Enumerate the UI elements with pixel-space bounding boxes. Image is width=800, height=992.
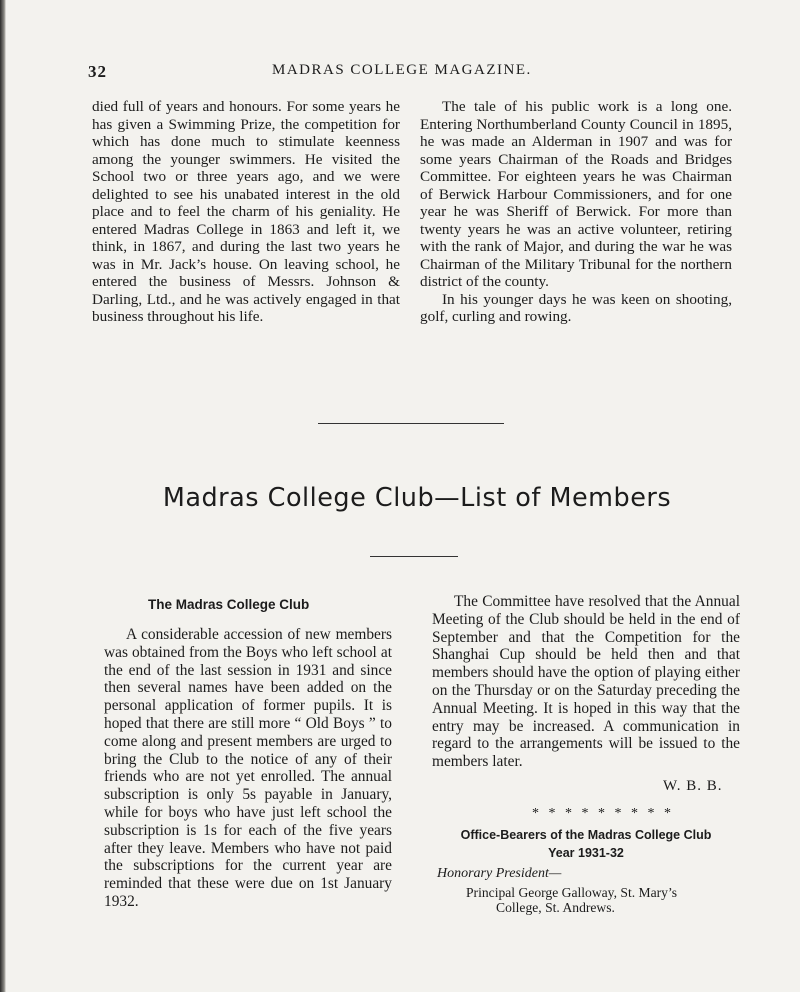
club-subheading: The Madras College Club	[148, 597, 310, 612]
club-meeting-paragraph: The Committee have resolved that the Annual Meeting of the Club should be held in the end of September and that the Competition for the Shanghai Cup should be held then and that members should have the option of playing either on the Thursday or on the Saturday preceding the Annual Meeting. It is hoped in this way that the entry may be increased. A communication in regard to the arrangements will be issued to the members later.	[432, 593, 740, 771]
signature-initials: W. B. B.	[663, 778, 723, 794]
running-head: MADRAS COLLEGE MAGAZINE.	[272, 62, 532, 78]
honorary-president-college: College, St. Andrews.	[496, 900, 615, 915]
club-right-column	[432, 593, 740, 771]
club-left-column	[104, 626, 392, 911]
obituary-hobbies-paragraph: In his younger days he was keen on shooting, golf, curling and rowing.	[420, 290, 732, 325]
section-title: Madras College Club—List of Members	[162, 483, 672, 513]
obituary-right-column	[420, 98, 732, 326]
star-separator: * * * * * * * * *	[532, 806, 674, 821]
office-bearers-heading-line-1: Office-Bearers of the Madras College Club	[460, 828, 712, 842]
club-membership-paragraph: A considerable accession of new members was obtained from the Boys who left school at the end of the last session in 1931 and since then several names have been added on the personal application of former pupils. It is hoped that there are still more “ Old Boys ” to come along and present members are urged to bring the Club to the notice of any of their friends who are not yet enrolled. The annual subscription is only 5s payable in January, while for boys who have just left school the subscription is 1s for each of the five years after they leave. Members who have not paid the subscriptions for the current year are reminded that these were due on 1st January 1932.	[104, 626, 392, 910]
office-bearers-heading-line-2: Year 1931-32	[548, 846, 624, 860]
obituary-left-text: died full of years and honours. For some years he has given a Swimming Prize, the competition for which has done much to stimulate keenness among the younger swimmers. He visited the School two or three years ago, and we were delighted to see his unabated interest in the old place and to feel the charm of his geniality. He entered Madras College in 1863 and left it, we think, in 1867, and during the last two years he was in Mr. Jack’s house. On leaving school, he entered the business of Messrs. Johnson & Darling, Ltd., and he was actively engaged in that business throughout his life.	[92, 98, 400, 325]
section-divider	[318, 423, 504, 424]
office-bearers-heading	[430, 826, 742, 862]
honorary-president-name: Principal George Galloway, St. Mary’s	[466, 885, 678, 900]
honorary-president-label: Honorary President—	[437, 866, 562, 881]
title-underline	[370, 556, 458, 557]
page-number: 32	[88, 62, 107, 81]
obituary-public-work-paragraph: The tale of his public work is a long one. Entering Northumberland County Council in 1895, he was made an Alderman in 1907 and was for some years Chairman of the Roads and Bridges Committee. For eighteen years he was Chairman of Berwick Harbour Commissioners, and for one year he was Sheriff of Berwick. For more than twenty years he was an active volunteer, retiring with the rank of Major, and during the war he was Chairman of the Military Tribunal for the northern district of the county.	[420, 98, 732, 290]
obituary-left-column	[92, 98, 400, 326]
